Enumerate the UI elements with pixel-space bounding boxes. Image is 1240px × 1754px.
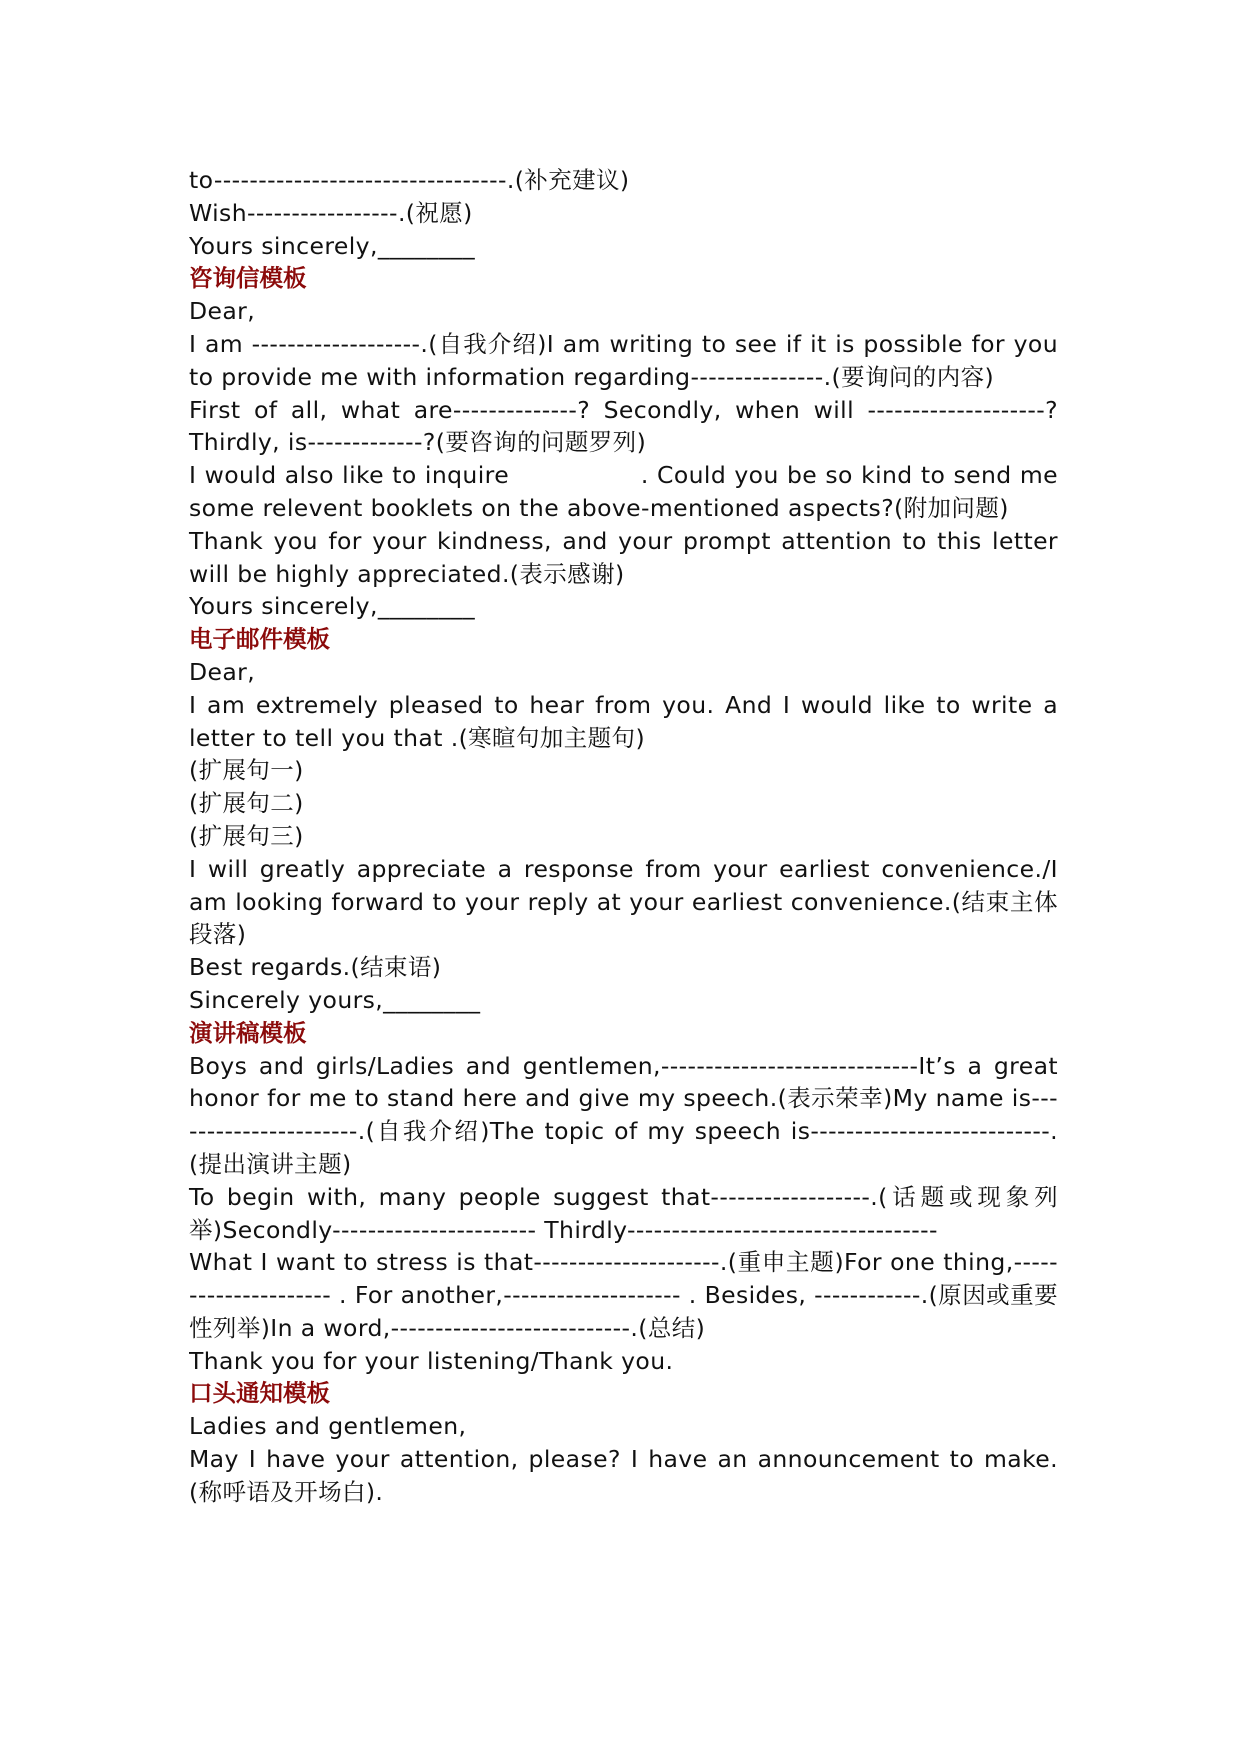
inquiry-intro-paragraph: I am -------------------.(自我介绍)I am writing to see if it is possible for you to provide me with information regarding---------------.(要询问的内容) <box>189 329 1058 391</box>
oral-notice-heading: 口头通知模板 <box>189 1379 330 1408</box>
extension-line-2: (扩展句二) <box>189 789 304 818</box>
greeting-line: Ladies and gentlemen, <box>189 1412 467 1441</box>
speech-heading: 演讲稿模板 <box>189 1018 307 1047</box>
speech-intro-paragraph: Boys and girls/Ladies and gentlemen,-----------------------------It’s a great honor for me to stand here and give my speech.(表示荣幸)My name is----------------------.(自我介绍)The topic of my speech is---------------------------.(提出演讲主题) <box>189 1051 1058 1178</box>
oral-notice-opening-paragraph: May I have your attention, please? I have an announcement to make.(称呼语及开场白). <box>189 1445 1058 1506</box>
supplement-line: to---------------------------------.(补充建议) <box>189 166 630 194</box>
closing-line: Sincerely yours,________ <box>189 985 481 1014</box>
extension-line-3: (扩展句三) <box>189 821 304 850</box>
document-page <box>189 164 1066 1509</box>
inquiry-questions-paragraph: First of all, what are--------------? Secondly, when will --------------------? Thirdly, is-------------?(要咨询的问题罗列) <box>189 395 1058 457</box>
email-ending-paragraph: I will greatly appreciate a response from your earliest convenience./I am looking forward to your reply at your earliest convenience.(结束主体段落) <box>189 854 1058 949</box>
speech-topics-paragraph: To begin with, many people suggest that------------------.(话题或现象列举)Secondly----------------------- Thirdly----------------------------------- <box>189 1182 1058 1244</box>
closing-line: Yours sincerely,________ <box>189 231 476 260</box>
inquiry-additional-paragraph: I would also like to inquire . Could you be so kind to send me some relevent booklets on the above-mentioned aspects?(附加问题) <box>189 461 1066 522</box>
email-heading: 电子邮件模板 <box>189 625 330 654</box>
email-opening-paragraph: I am extremely pleased to hear from you. And I would like to write a letter to tell you that .(寒暄句加主题句) <box>189 690 1058 752</box>
inquiry-thanks-paragraph: Thank you for your kindness, and your prompt attention to this letter will be highly appreciated.(表示感谢) <box>189 526 1058 588</box>
regards-line: Best regards.(结束语) <box>189 953 442 982</box>
greeting-line: Dear, <box>189 657 256 686</box>
inquiry-letter-heading: 咨询信模板 <box>189 264 307 293</box>
extension-line-1: (扩展句一) <box>189 756 304 785</box>
speech-thanks-line: Thank you for your listening/Thank you. <box>189 1346 674 1375</box>
greeting-line: Dear, <box>189 297 256 326</box>
closing-line: Yours sincerely,________ <box>189 592 476 621</box>
speech-stress-paragraph: What I want to stress is that---------------------.(重申主题)For one thing,--------------------- . For another,-------------------- . Besides, ------------.(原因或重要性列举)In a word,---------------------------.(总结) <box>189 1248 1058 1342</box>
wish-line: Wish-----------------.(祝愿) <box>189 198 473 227</box>
